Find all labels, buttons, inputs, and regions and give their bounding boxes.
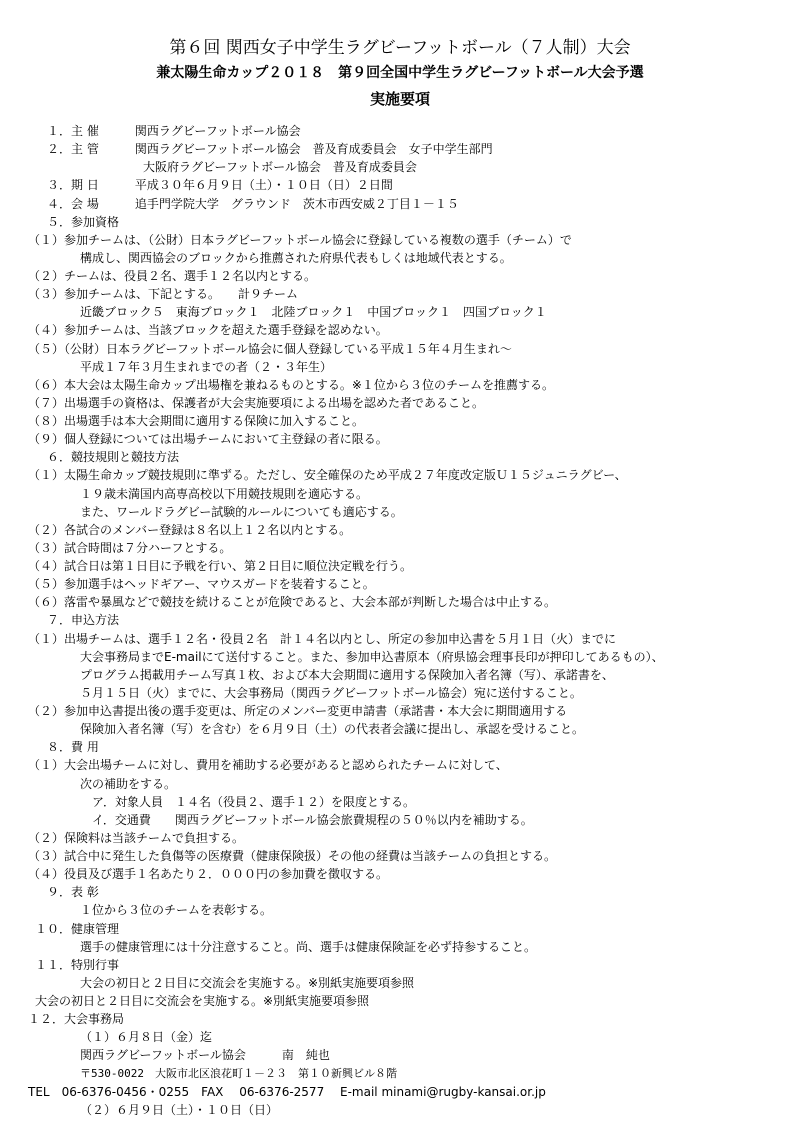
list-item: （２）６月９日（土）・１０日（日）: [80, 1102, 279, 1117]
list-item: （３）試合時間は７分ハーフとする。: [28, 540, 232, 555]
section-7-heading: ７．申込方法: [47, 613, 120, 628]
list-item: （１）大会出場チームに対し、費用を補助する必要があると認められたチームに対して、: [28, 758, 508, 773]
list-item: 次の補助をする。: [80, 776, 177, 791]
list-item: TEL 06-6376-0456・0255 FAX 06-6376-2577 E-mail minami@rugby-kansai.or.jp: [28, 1084, 546, 1099]
document-subtitle: 兼太陽生命カップ２０１８ 第９回全国中学生ラグビーフットボール大会予選: [156, 65, 644, 81]
list-item: （１）太陽生命カップ競技規則に準ずる。ただし、安全確保のため平成２７年度改定版Ｕ１５ジュニラグビー、: [28, 468, 627, 483]
list-item: （５）（公財）日本ラグビーフットボール協会に個人登録している平成１５年４月生まれ～: [28, 341, 512, 356]
document-title: 第６回 関西女子中学生ラグビーフットボール（７人制）大会: [169, 38, 631, 58]
list-item: プログラム掲載用チーム写真１枚、および本大会期間に適用する保険加入者名簿（写）、承諾書を、: [80, 667, 614, 682]
item-3-dates: ３．期 日 平成３０年６月９日（土）・１０日（日）２日間: [47, 178, 393, 193]
list-item: １９歳未満国内高専高校以下用競技規則を適応する。: [80, 486, 369, 501]
list-item: （１）参加チームは、（公財）日本ラグビーフットボール協会に登録している複数の選手（チーム）で: [28, 232, 572, 247]
list-item: （２）チームは、役員２名、選手１２名以内とする。: [28, 269, 317, 284]
document-heading: 実施要項: [369, 90, 430, 108]
section-11-heading: １１．特別行事: [35, 957, 120, 972]
list-item: 構成し、関西協会のブロックから推薦された府県代表もしくは地域代表とする。: [80, 250, 512, 265]
list-item: （８）出場選手は本大会期間に適用する保険に加入すること。: [28, 414, 365, 429]
section-5-heading: ５．参加資格: [47, 214, 120, 229]
section-12-heading: 大会の初日と２日目に交流会を実施する。※別紙実施要項参照: [35, 994, 370, 1009]
list-item: 近畿ブロック５ 東海ブロック１ 北陸ブロック１ 中国ブロック１ 四国ブロック１: [80, 305, 547, 320]
list-item: （１）出場チームは、選手１２名・役員２名 計１４名以内とし、所定の参加申込書を５月１日（火）までに: [28, 631, 617, 646]
list-item: 平成１７年３月生まれまでの者（２・３年生）: [80, 359, 333, 374]
list-item: イ．交通費 関西ラグビーフットボール協会旅費規程の５０％以内を補助する。: [92, 812, 533, 827]
list-item: （２）参加申込書提出後の選手変更は、所定のメンバー変更申請書（承諾書・本大会に期間適用する: [28, 704, 568, 719]
section-8-heading: ８．費 用: [47, 740, 99, 755]
item-1-organizer: １．主 催 関西ラグビーフットボール協会: [47, 124, 301, 138]
list-item: （４）役員及び選手１名あたり２．０００円の参加費を徴収する。: [28, 867, 389, 882]
section-9-heading: ９．表 彰: [47, 885, 99, 900]
item-4-venue: ４．会 場 追手門学院大学 グラウンド 茨木市西安威２丁目１－１５: [47, 196, 459, 211]
list-item: ア．対象人員 １４名（役員２、選手１２）を限度とする。: [92, 794, 416, 809]
list-item: 保険加入者名簿（写）を含む）を６月９日（土）の代表者会議に提出し、承認を受けること。: [80, 722, 585, 737]
list-item: 大会事務局までE-mailにて送付すること。また、参加申込書原本（府県協会理事長印が押印してあるもの）、: [80, 649, 664, 664]
list-item: （３）参加チームは、下記とする。 計９チーム: [28, 287, 299, 302]
list-item: （４）参加チームは、当該ブロックを超えた選手登録を認めない。: [28, 323, 388, 338]
list-item: 大会の初日と２日目に交流会を実施する。※別紙実施要項参照: [80, 975, 415, 990]
list-item: （７）出場選手の資格は、保護者が大会実施要項による出場を認めた者であること。: [28, 395, 485, 410]
list-item: 選手の健康管理には十分注意すること。尚、選手は健康保険証を必ず持参すること。: [80, 939, 537, 954]
item-2-management: ２．主 管 関西ラグビーフットボール協会 普及育成委員会 女子中学生部門: [47, 142, 493, 157]
item-2-management-cont: 大阪府ラグビーフットボール協会 普及育成委員会: [143, 160, 417, 175]
list-item: ５月１５日（火）までに、大会事務局（関西ラグビーフットボール協会）宛に送付すること。: [80, 685, 582, 700]
list-item: 関西ラグビーフットボール協会 南 純也: [80, 1048, 330, 1063]
section-6-heading: ６．競技規則と競技方法: [47, 450, 180, 465]
list-item: （３）試合中に発生した負傷等の医療費（健康保険扱）その他の経費は当該チームの負担とする。: [28, 849, 557, 864]
list-item: （１）６月８日（金）迄: [80, 1030, 213, 1045]
section-10-heading: １０．健康管理: [35, 921, 120, 936]
list-item: また、ワールドラグビー試験的ルールについても適応する。: [80, 504, 403, 519]
list-item: （６）本大会は太陽生命カップ出場権を兼ねるものとする。※１位から３位のチームを推薦する。: [28, 377, 554, 392]
contact-line: 〒530-0022 大阪市北区浪花町１－２３ 第１０新興ビル８階: [80, 1066, 397, 1080]
list-item: １位から３位のチームを表彰する。: [80, 903, 273, 918]
list-item: （６）落雷や暴風などで競技を続けることが危険であると、大会本部が判断した場合は中止する。: [28, 595, 557, 610]
list-item: （５）参加選手はヘッドギアー、マウスガードを装着すること。: [28, 577, 375, 592]
list-item: （４）試合日は第１日目に予戦を行い、第２日目に順位決定戦を行う。: [28, 559, 413, 574]
list-item: １２．大会事務局: [28, 1012, 125, 1027]
list-item: （２）保険料は当該チームで負担する。: [28, 830, 245, 845]
list-item: （９）個人登録については出場チームにおいて主登録の者に限る。: [28, 432, 388, 447]
list-item: （２）各試合のメンバー登録は８名以上１２名以内とする。: [28, 522, 352, 537]
